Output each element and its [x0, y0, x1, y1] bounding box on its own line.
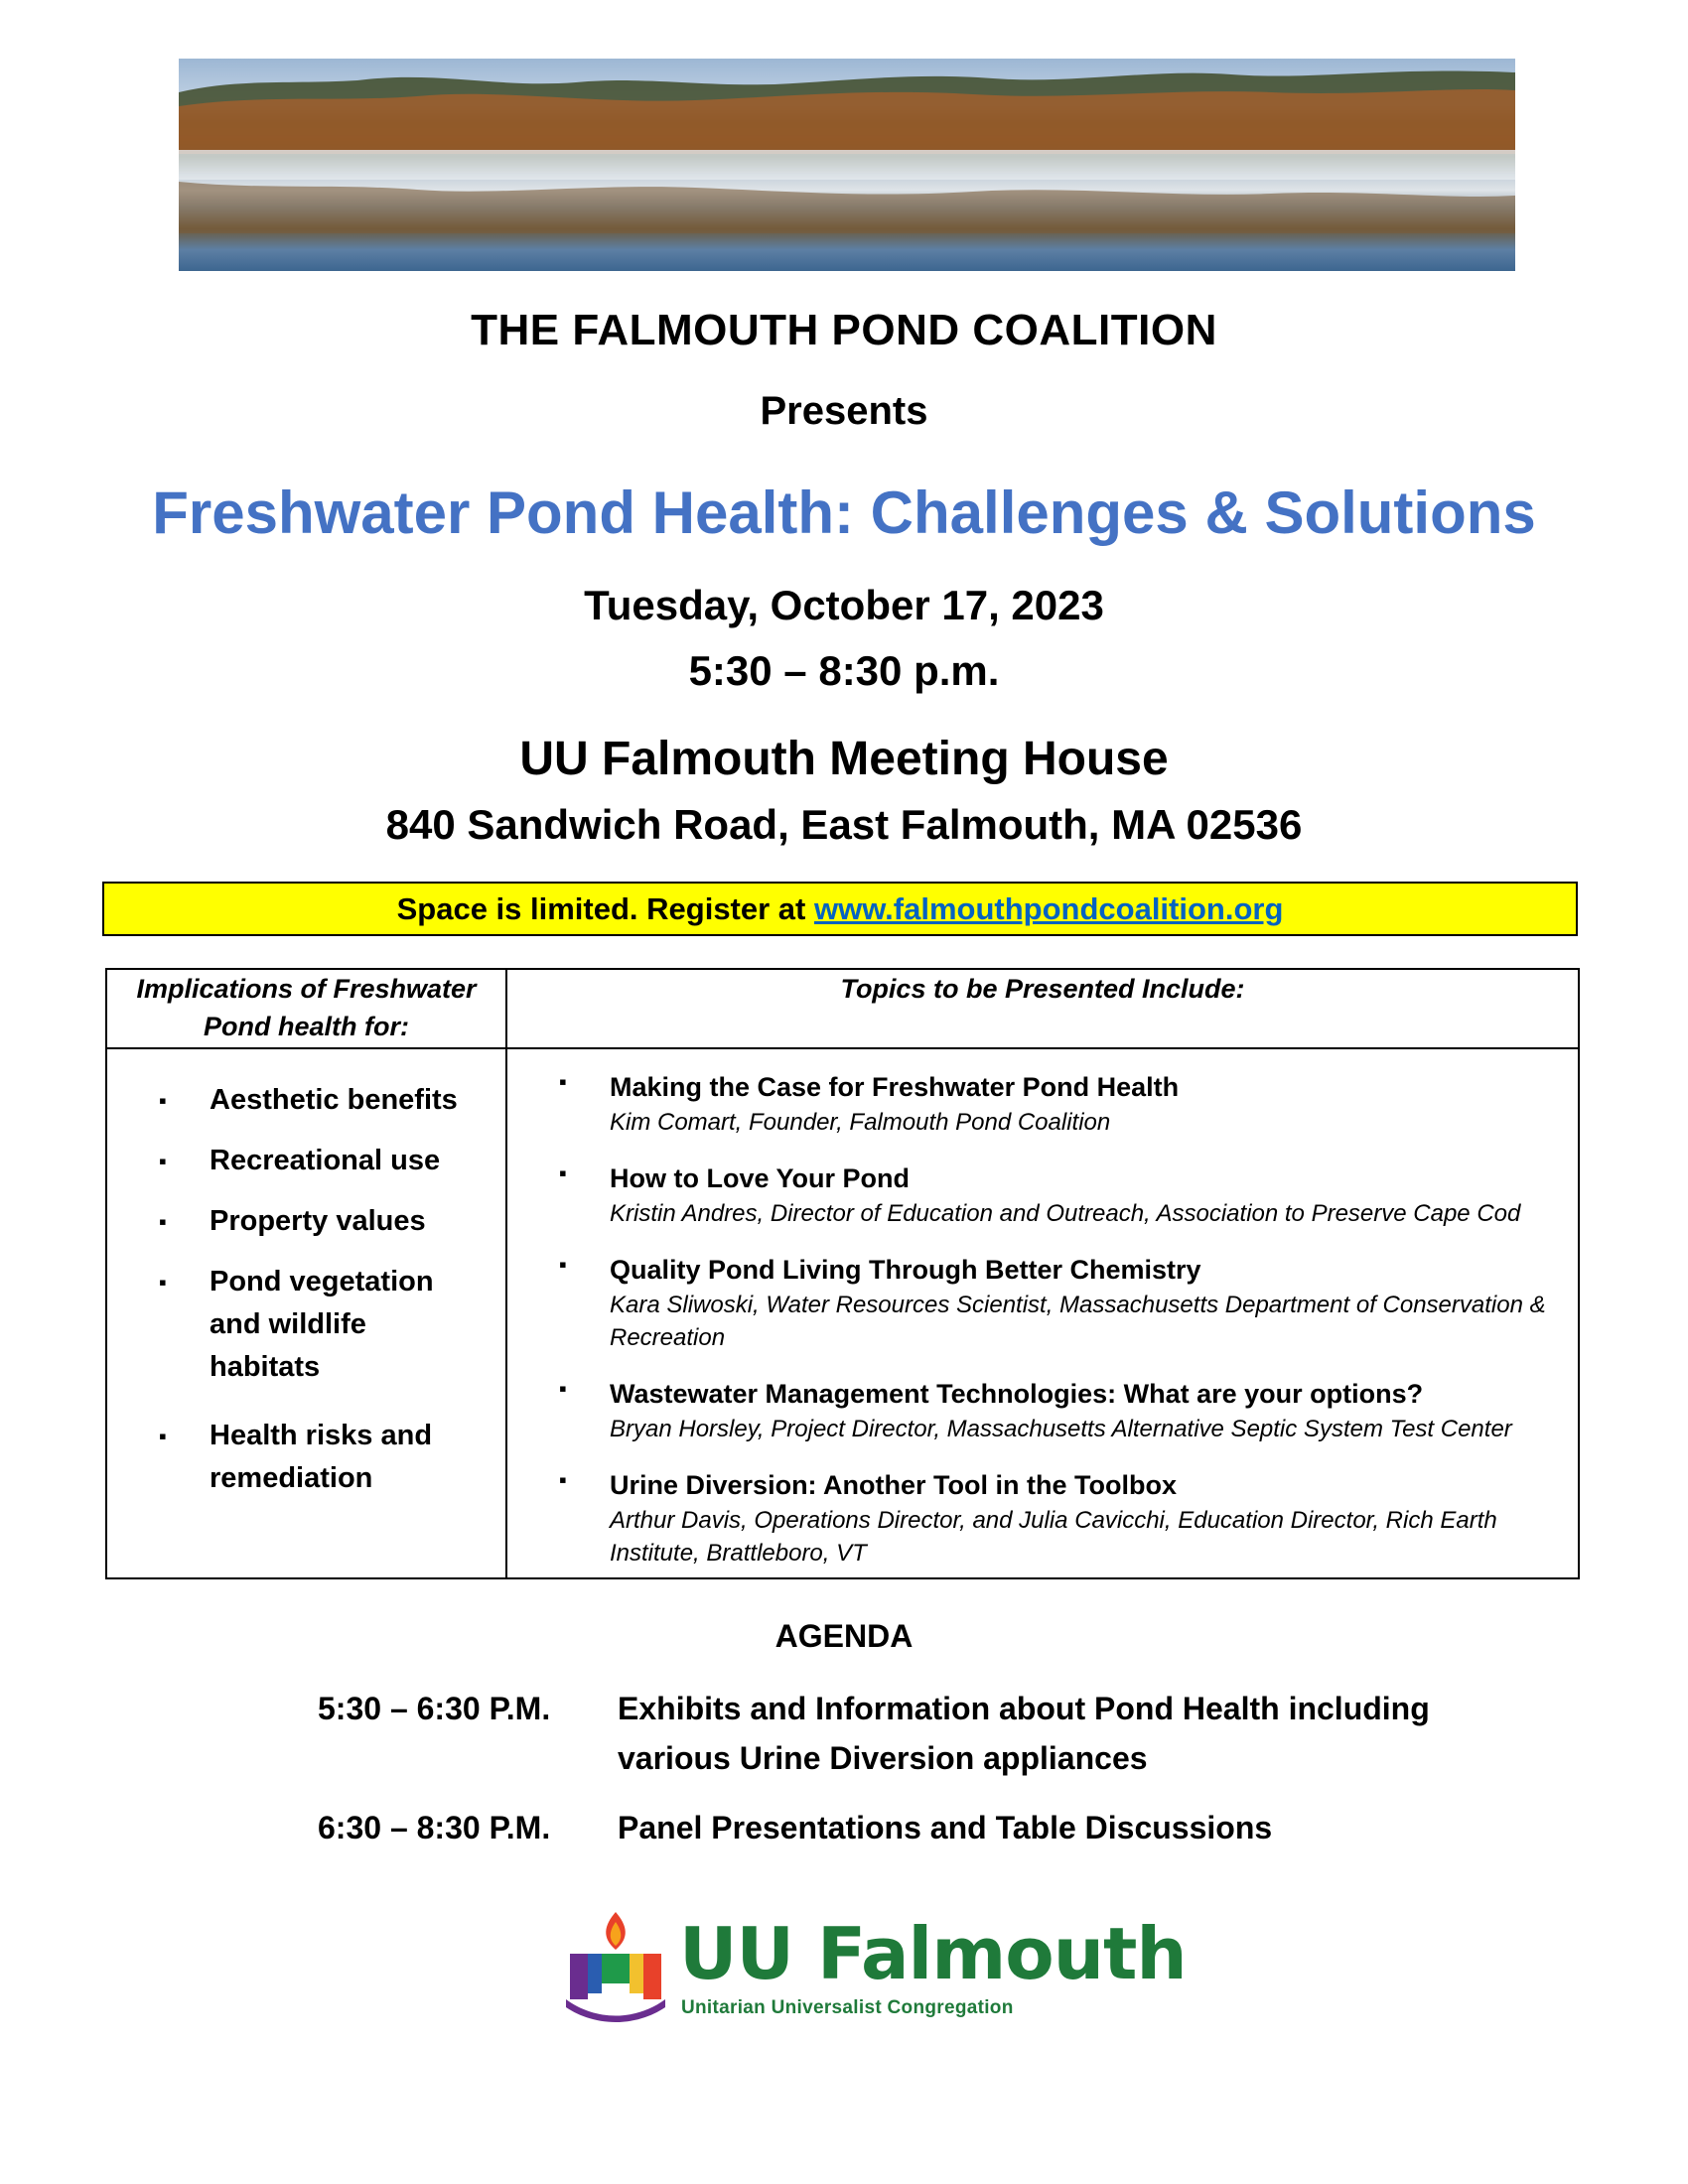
uu-falmouth-logo — [556, 1904, 1187, 2023]
bullet-icon: ▪ — [559, 1160, 567, 1185]
topic-item — [507, 1069, 1578, 1139]
list-item: ▪ Health risks and remediation — [107, 1415, 468, 1500]
topic-speaker: Kara Sliwoski, Water Resources Scientist, Massachusetts Department of Conservation & Recreation — [610, 1292, 1546, 1351]
bullet-icon: ▪ — [159, 1209, 167, 1234]
topic-item — [507, 1160, 1578, 1230]
topic-speaker: Bryan Horsley, Project Director, Massachusetts Alternative Septic System Test Center — [610, 1416, 1512, 1442]
venue-address: 840 Sandwich Road, East Falmouth, MA 02536 — [385, 801, 1303, 848]
topics-header: Topics to be Presented Include: — [506, 969, 1579, 1048]
registration-text: Space is limited. Register at — [396, 891, 806, 926]
topic-title: Making the Case for Freshwater Pond Health — [610, 1072, 1180, 1102]
implications-cell — [106, 1048, 506, 1578]
topic-title: Wastewater Management Technologies: What are your options? — [610, 1379, 1424, 1409]
agenda-description: Exhibits and Information about Pond Health including various Urine Diversion appliances — [618, 1691, 1430, 1776]
topic-speaker: Kristin Andres, Director of Education and Outreach, Association to Preserve Cape Cod — [610, 1200, 1521, 1227]
implications-header: Implications of Freshwater Pond health for: — [106, 969, 506, 1048]
event-date: Tuesday, October 17, 2023 — [584, 582, 1104, 628]
bullet-icon: ▪ — [159, 1270, 167, 1295]
topic-speaker: Arthur Davis, Operations Director, and Julia Cavicchi, Education Director, Rich Earth Institute, Brattleboro, VT — [610, 1507, 1497, 1567]
bullet-icon: ▪ — [559, 1069, 567, 1094]
event-time: 5:30 – 8:30 p.m. — [688, 647, 1000, 694]
agenda-time: 6:30 – 8:30 P.M. — [318, 1810, 551, 1845]
topic-title: How to Love Your Pond — [610, 1163, 910, 1193]
topic-speaker: Kim Comart, Founder, Falmouth Pond Coalition — [610, 1109, 1111, 1136]
topic-title: Urine Diversion: Another Tool in the Toolbox — [610, 1470, 1177, 1500]
topic-title: Quality Pond Living Through Better Chemistry — [610, 1255, 1201, 1285]
implications-list — [107, 1049, 505, 1500]
registration-link[interactable]: www.falmouthpondcoalition.org — [813, 891, 1284, 926]
topic-item — [507, 1467, 1578, 1570]
topics-cell — [506, 1048, 1579, 1578]
list-item: ▪ Property values — [107, 1200, 468, 1243]
list-item: ▪ Pond vegetation and wildlife habitats — [107, 1261, 468, 1389]
list-item: ▪ Aesthetic benefits — [107, 1079, 468, 1122]
bullet-icon: ▪ — [559, 1376, 567, 1401]
logo-subtitle: Unitarian Universalist Congregation — [681, 1997, 1014, 2018]
venue-name: UU Falmouth Meeting House — [519, 733, 1169, 785]
topic-item — [507, 1376, 1578, 1445]
chalice-icon — [556, 1904, 675, 2023]
list-item: ▪ Recreational use — [107, 1140, 468, 1182]
topics-list — [507, 1049, 1578, 1577]
topics-table — [105, 968, 1580, 1579]
presents-label: Presents — [760, 389, 928, 433]
agenda-title: AGENDA — [774, 1618, 914, 1654]
bullet-icon: ▪ — [559, 1467, 567, 1492]
topic-item — [507, 1252, 1578, 1354]
agenda-time: 5:30 – 6:30 P.M. — [318, 1691, 551, 1726]
organization-title: THE FALMOUTH POND COALITION — [471, 306, 1217, 354]
bullet-icon: ▪ — [559, 1252, 567, 1277]
registration-banner — [102, 882, 1578, 936]
bullet-icon: ▪ — [159, 1088, 167, 1113]
pond-landscape-illustration — [179, 59, 1515, 271]
pond-landscape-photo — [179, 59, 1515, 271]
event-title: Freshwater Pond Health: Challenges & Solutions — [152, 479, 1536, 546]
bullet-icon: ▪ — [159, 1149, 167, 1173]
agenda-description: Panel Presentations and Table Discussions — [618, 1810, 1273, 1845]
bullet-icon: ▪ — [159, 1424, 167, 1448]
logo-name: UU Falmouth — [679, 1912, 1187, 1995]
